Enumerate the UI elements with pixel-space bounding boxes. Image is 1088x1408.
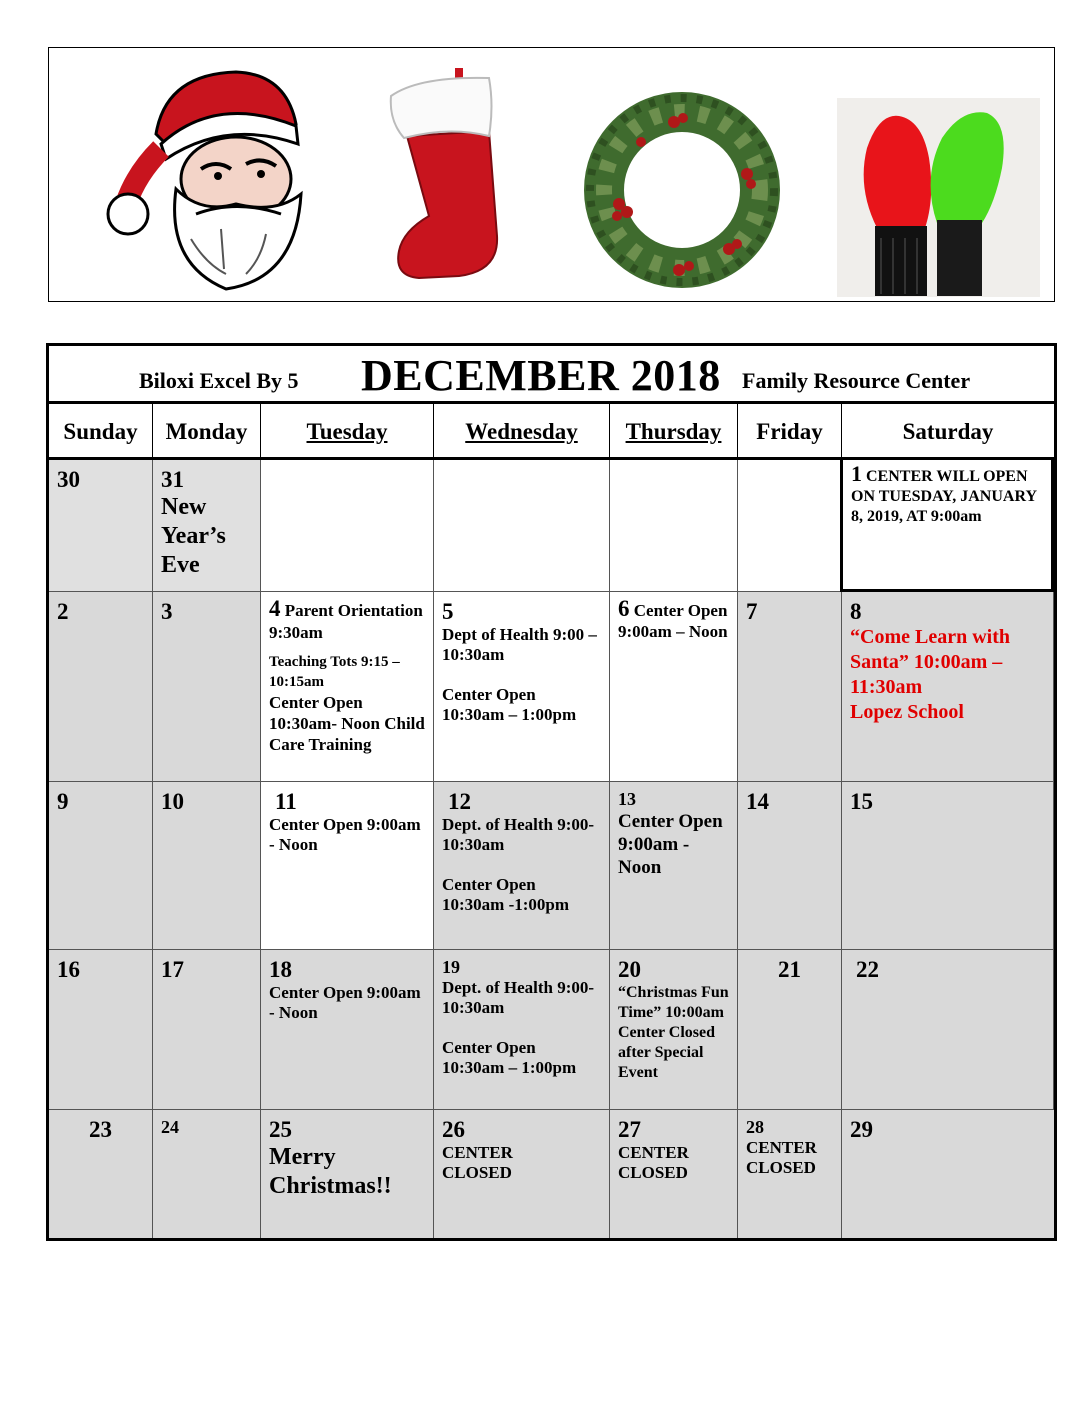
- day-number: 23: [89, 1117, 112, 1142]
- day-cell: [842, 950, 1054, 1110]
- day-event: Center Open 9:00am - Noon: [269, 815, 421, 854]
- day-cell: [153, 782, 261, 950]
- day-cell: [434, 782, 610, 950]
- day-number: 22: [856, 957, 879, 982]
- day-cell: [153, 592, 261, 782]
- day-event: “Come Learn with Santa” 10:00am – 11:30am: [850, 626, 1010, 698]
- day-number: 17: [161, 957, 184, 982]
- day-number: 6: [618, 596, 630, 621]
- day-cell: [434, 592, 610, 782]
- day-cell: [49, 460, 153, 592]
- day-cell: [261, 592, 434, 782]
- day-event: Lopez School: [850, 701, 964, 723]
- day-cell: [261, 950, 434, 1110]
- day-number: 28: [746, 1117, 764, 1137]
- header-saturday: Saturday: [902, 419, 994, 444]
- day-event: CENTER CLOSED: [442, 1143, 513, 1182]
- day-cell: [738, 950, 842, 1110]
- holiday-banner: [48, 47, 1055, 302]
- day-event: Center Open 10:30am – 1:00pm: [442, 685, 577, 724]
- day-number: 5: [442, 599, 454, 624]
- day-cell: [842, 782, 1054, 950]
- stocking-image: [389, 66, 504, 284]
- day-cell: [840, 460, 1054, 592]
- day-number: 3: [161, 599, 173, 624]
- header-tuesday: Tuesday: [261, 404, 434, 457]
- day-number: 29: [850, 1117, 873, 1142]
- day-cell: [738, 782, 842, 950]
- center-name: Family Resource Center: [742, 368, 971, 393]
- day-number: 30: [57, 467, 80, 492]
- lights-image: [837, 98, 1040, 297]
- day-cell: [842, 592, 1054, 782]
- month-title: DECEMBER 2018: [361, 351, 721, 400]
- day-cell: [49, 782, 153, 950]
- day-number: 2: [57, 599, 69, 624]
- day-number: 18: [269, 957, 292, 982]
- day-cell: [49, 950, 153, 1110]
- day-number: 8: [850, 599, 862, 624]
- day-number: 25: [269, 1117, 292, 1142]
- day-event: Center Open 10:30am – 1:00pm: [442, 1038, 577, 1077]
- day-cell: [610, 1110, 738, 1238]
- day-cell: [434, 1110, 610, 1238]
- day-cell: [610, 460, 738, 592]
- day-event: CENTER CLOSED: [746, 1138, 817, 1177]
- day-cell: [153, 1110, 261, 1238]
- header-monday: Monday: [153, 404, 261, 457]
- day-cell: [738, 460, 842, 592]
- day-cell: [610, 592, 738, 782]
- day-event: New Year’s Eve: [161, 494, 226, 578]
- day-number: 1: [851, 461, 862, 486]
- day-number: 21: [778, 957, 801, 982]
- calendar-title-row: [49, 346, 1054, 404]
- day-event: Dept of Health 9:00 – 10:30am: [442, 625, 597, 664]
- day-number: 31: [161, 467, 184, 492]
- wreath-image: [579, 84, 785, 296]
- day-event: Teaching Tots 9:15 – 10:15am: [269, 654, 400, 690]
- day-cell: [49, 1110, 153, 1238]
- day-event: Center Open 9:00am - Noon: [269, 983, 421, 1022]
- day-event: Merry Christmas!!: [269, 1144, 392, 1199]
- day-cell: [153, 460, 261, 592]
- day-cell: [738, 1110, 842, 1238]
- day-cell: [434, 460, 610, 592]
- day-event: Center Open 9:00am – Noon: [618, 601, 728, 641]
- day-number: 24: [161, 1117, 179, 1137]
- day-cell: [842, 1110, 1054, 1238]
- day-cell: [261, 1110, 434, 1238]
- day-event: Dept. of Health 9:00-10:30am: [442, 815, 595, 854]
- day-cell: [738, 592, 842, 782]
- day-number: 14: [746, 789, 769, 814]
- day-cell: [153, 950, 261, 1110]
- day-cell: [610, 950, 738, 1110]
- day-number: 13: [618, 789, 636, 809]
- header-thursday: Thursday: [610, 404, 738, 457]
- day-number: 20: [618, 957, 641, 982]
- day-cell: [610, 782, 738, 950]
- header-sunday: Sunday: [49, 404, 153, 457]
- day-event: CENTER WILL OPEN ON TUESDAY, JANUARY 8, 2019, AT 9:00am: [851, 468, 1037, 525]
- day-event: Dept. of Health 9:00-10:30am: [442, 978, 595, 1017]
- weekday-header-row: [49, 404, 1054, 460]
- day-event: “Christmas Fun Time” 10:00am Center Closed after Special Event: [618, 984, 729, 1081]
- day-number: 11: [275, 789, 297, 814]
- day-cell: [261, 460, 434, 592]
- day-number: 10: [161, 789, 184, 814]
- day-cell: [434, 950, 610, 1110]
- day-cell: [49, 592, 153, 782]
- header-friday: Friday: [738, 404, 842, 457]
- day-cell: [261, 782, 434, 950]
- organization-name: Biloxi Excel By 5: [139, 368, 299, 393]
- santa-image: [106, 64, 324, 296]
- day-number: 4: [269, 596, 281, 621]
- day-number: 19: [442, 957, 460, 977]
- day-number: 15: [850, 789, 873, 814]
- day-number: 16: [57, 957, 80, 982]
- day-event: Center Open 9:00am - Noon: [618, 811, 723, 878]
- day-number: 7: [746, 599, 758, 624]
- day-number: 27: [618, 1117, 641, 1142]
- day-number: 26: [442, 1117, 465, 1142]
- day-number: 9: [57, 789, 69, 814]
- day-event: Center Open 10:30am- Noon Child Care Training: [269, 693, 425, 754]
- day-number: 12: [448, 789, 471, 814]
- day-event: Parent Orientation 9:30am: [269, 601, 423, 642]
- day-event: CENTER CLOSED: [618, 1143, 689, 1182]
- day-event: Center Open 10:30am -1:00pm: [442, 875, 570, 914]
- calendar: [46, 343, 1057, 1241]
- header-wednesday: Wednesday: [434, 404, 610, 457]
